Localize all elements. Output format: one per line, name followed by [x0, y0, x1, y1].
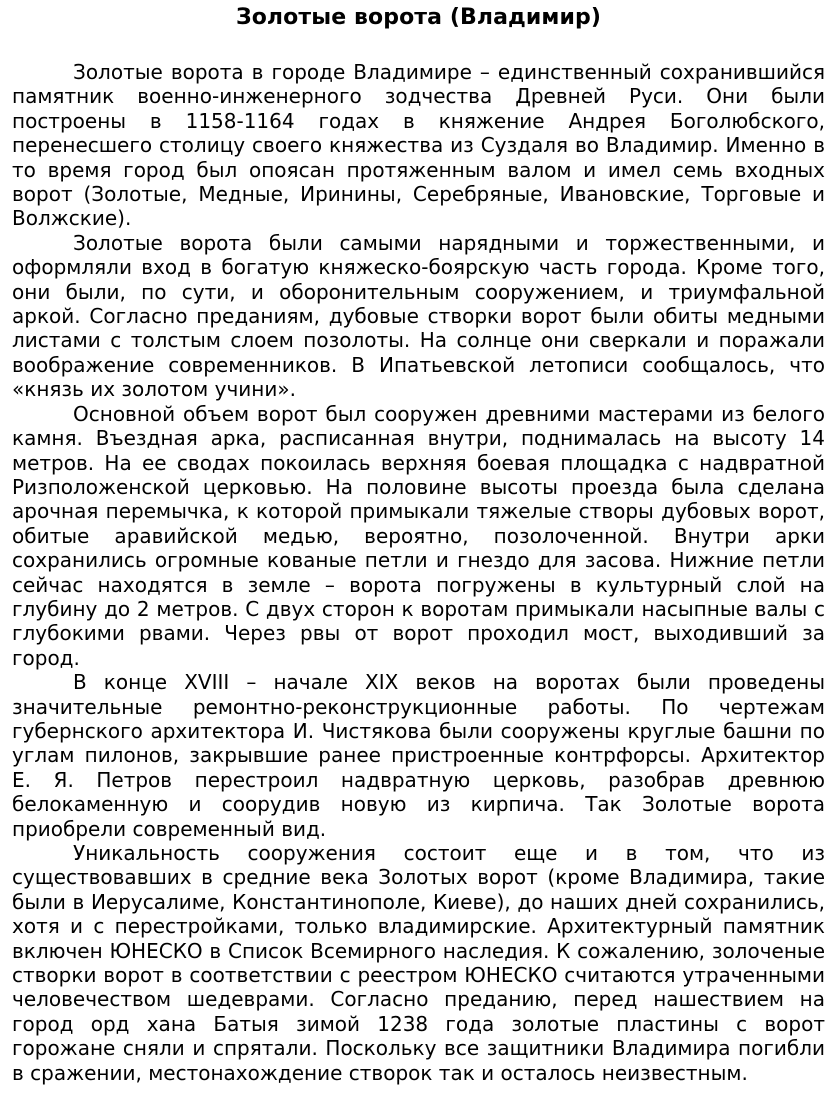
paragraph-4: В конце XVIII – начале XIX веков на воротах были проведены значительные ремонтно-реконструкционные работы. По чертежам губернского архитектора И. Чистякова были сооружены круглые башни по углам пилонов, закрывшие ранее пристроенные контрфорсы. Архитектор Е. Я. Петров перестроил надвратную церковь, разобрав древнюю белокаменную и соорудив новую из кирпича. Так Золотые ворота приобрели современный вид. [12, 670, 825, 841]
paragraph-5: Уникальность сооружения состоит еще и в том, что из существовавших в средние века Золотых ворот (кроме Владимира, такие были в Иерусалиме, Константинополе, Киеве), до наших дней сохранились, хотя и с перестройками, только владимирские. Архитектурный памятник включен ЮНЕСКО в Список Всемирного наследия. К сожалению, золоченые створки ворот в соответствии с реестром ЮНЕСКО считаются утраченными человечеством шедеврами. Согласно преданию, перед нашествием на город орд хана Батыя зимой 1238 года золотые пластины с ворот горожане сняли и спрятали. Поскольку все защитники Владимира погибли в сражении, местонахождение створок так и осталось неизвестным. [12, 841, 825, 1085]
paragraph-3: Основной объем ворот был сооружен древними мастерами из белого камня. Въездная арка, расписанная внутри, поднималась на высоту 14 метров. На ее сводах покоилась верхняя боевая площадка с надвратной Ризположенской церковью. На половине высоты проезда была сделана арочная перемычка, к которой примыкали тяжелые створы дубовых ворот, обитые аравийской медью, вероятно, позолоченной. Внутри арки сохранились огромные кованые петли и гнездо для засова. Нижние петли сейчас находятся в земле – ворота погружены в культурный слой на глубину до 2 метров. С двух сторон к воротам примыкали насыпные валы с глубокими рвами. Через рвы от ворот проходил мост, выходивший за город. [12, 401, 825, 670]
paragraph-1: Золотые ворота в городе Владимире – единственный сохранившийся памятник военно-инженерного зодчества Древней Руси. Они были построены в 1158-1164 годах в княжение Андрея Боголюбского, перенесшего столицу своего княжества из Суздаля во Владимир. Именно в то время город был опоясан протяженным валом и имел семь входных ворот (Золотые, Медные, Иринины, Серебряные, Ивановские, Торговые и Волжские). [12, 60, 825, 231]
paragraph-2: Золотые ворота были самыми нарядными и торжественными, и оформляли вход в богатую княжеско-боярскую часть города. Кроме того, они были, по сути, и оборонительным сооружением, и триумфальной аркой. Согласно преданиям, дубовые створки ворот были обиты медными листами с толстым слоем позолоты. На солнце они сверкали и поражали воображение современников. В Ипатьевской летописи сообщалось, что «князь их золотом учини». [12, 230, 825, 402]
document-title: Золотые ворота (Владимир) [235, 5, 602, 30]
document-page [12, 4, 825, 1085]
